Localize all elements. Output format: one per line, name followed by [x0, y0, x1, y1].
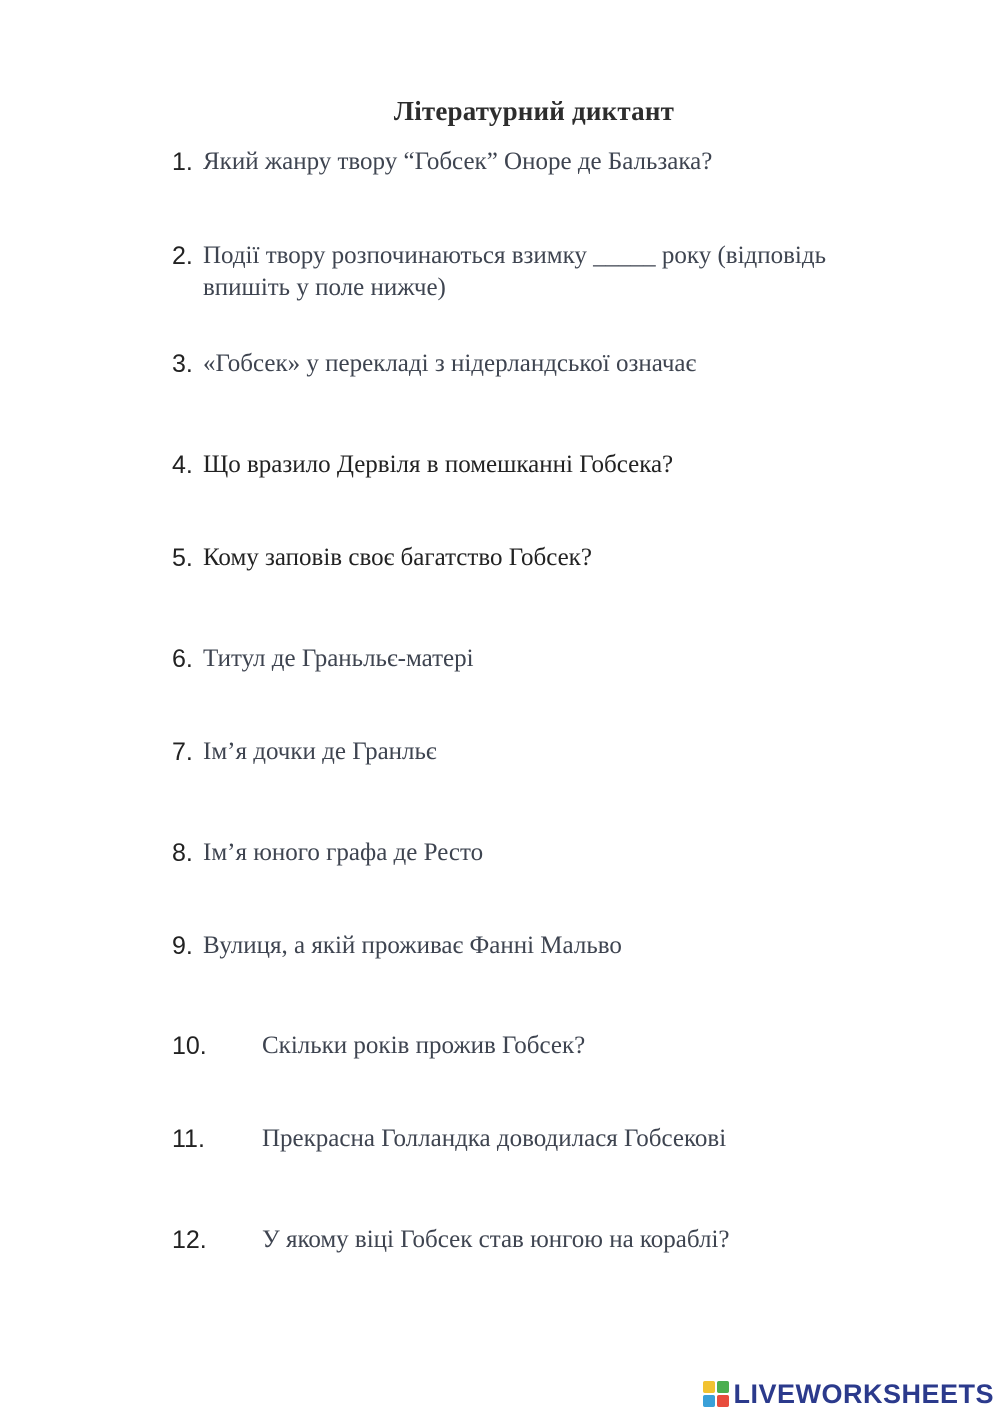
question-number: 4. — [172, 451, 193, 479]
question-text: Титул де Граньльє-матері — [203, 645, 474, 672]
question-10 — [172, 1030, 892, 1062]
logo-square — [717, 1395, 729, 1407]
question-number: 11. — [172, 1125, 205, 1153]
logo-text: LIVEWORKSHEETS — [733, 1378, 994, 1409]
question-text: Вулиця, а якій проживає Фанні Мальво — [203, 932, 622, 959]
question-text: Прекрасна Голландка доводилася Гобсекові — [262, 1125, 727, 1152]
question-number: 12. — [172, 1226, 207, 1254]
question-number: 9. — [172, 932, 193, 960]
question-2 — [172, 240, 892, 304]
question-text: Кому заповів своє багатство Гобсек? — [203, 544, 592, 571]
question-text: У якому віці Гобсек став юнгою на кораблі? — [262, 1226, 730, 1253]
logo-square — [703, 1395, 715, 1407]
question-7 — [172, 736, 892, 768]
question-number: 7. — [172, 738, 193, 766]
question-12 — [172, 1224, 892, 1256]
question-text: Що вразило Дервіля в помешканні Гобсека? — [203, 451, 674, 478]
question-text: Скільки років прожив Гобсек? — [262, 1032, 586, 1059]
logo-square — [717, 1381, 729, 1393]
question-number: 8. — [172, 839, 193, 867]
question-number: 3. — [172, 350, 193, 378]
logo-square — [703, 1381, 715, 1393]
question-5 — [172, 542, 892, 574]
question-4 — [172, 449, 892, 481]
question-text: «Гобсек» у перекладі з нідерландської означає — [203, 350, 697, 377]
question-1 — [172, 146, 892, 178]
question-text: Ім’я дочки де Гранльє — [203, 738, 437, 765]
question-text: Ім’я юного графа де Ресто — [203, 839, 484, 866]
question-number: 1. — [172, 148, 193, 176]
question-11 — [172, 1123, 892, 1155]
question-9 — [172, 930, 892, 962]
question-text: Події твору розпочинаються взимку _____ року (відповідь впишіть у поле нижче) — [203, 242, 826, 301]
question-number: 10. — [172, 1032, 207, 1060]
question-number: 5. — [172, 544, 193, 572]
liveworksheets-logo-icon — [703, 1381, 729, 1407]
page-title: Літературний диктант — [393, 96, 675, 126]
question-8 — [172, 837, 892, 869]
question-number: 6. — [172, 645, 193, 673]
question-number: 2. — [172, 242, 193, 270]
question-text: Який жанру твору “Гобсек” Оноре де Бальзака? — [203, 148, 713, 175]
question-3 — [172, 348, 892, 380]
liveworksheets-logo — [703, 1379, 994, 1409]
question-6 — [172, 643, 892, 675]
